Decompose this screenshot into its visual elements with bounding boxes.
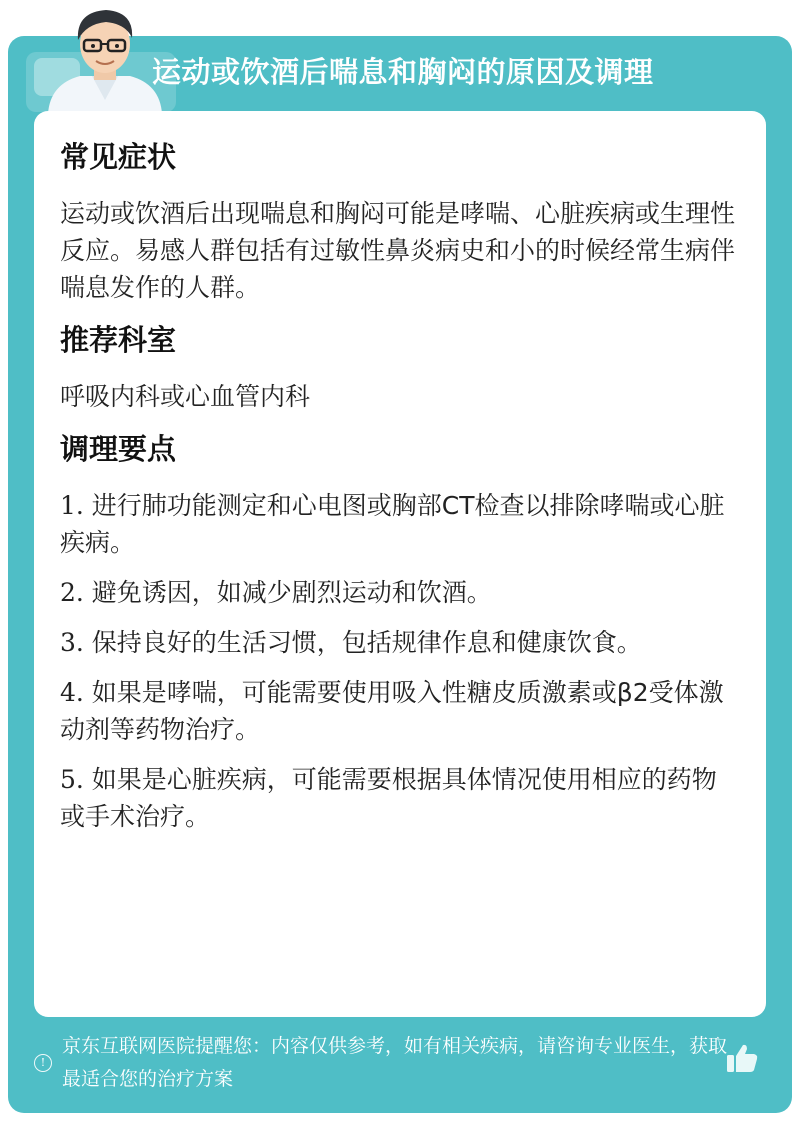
section-title-symptoms: 常见症状 (60, 140, 177, 174)
list-item: 1. 进行肺功能测定和心电图或胸部CT检查以排除哮喘或心脏疾病。 (60, 491, 725, 557)
list-item: 4. 如果是哮喘，可能需要使用吸入性糖皮质激素或β2受体激动剂等药物治疗。 (60, 678, 724, 744)
section-body-department: 呼吸内科或心血管内科 (60, 382, 311, 411)
section-title-care-points: 调理要点 (60, 432, 177, 466)
thumbs-up-icon[interactable] (724, 1040, 760, 1076)
page-title: 运动或饮酒后喘息和胸闷的原因及调理 (152, 55, 654, 89)
list-item: 2. 避免诱因，如减少剧烈运动和饮酒。 (60, 578, 492, 607)
info-icon: ! (34, 1054, 52, 1072)
section-title-department: 推荐科室 (60, 323, 177, 357)
doctor-avatar (40, 4, 170, 114)
disclaimer-footer (34, 1030, 734, 1096)
content-card (34, 111, 766, 1017)
disclaimer-text: 京东互联网医院提醒您：内容仅供参考，如有相关疾病，请咨询专业医生，获取最适合您的治疗方案 (62, 1035, 728, 1090)
list-item: 3. 保持良好的生活习惯，包括规律作息和健康饮食。 (60, 628, 642, 657)
list-item: 5. 如果是心脏疾病，可能需要根据具体情况使用相应的药物或手术治疗。 (60, 765, 717, 831)
section-body-symptoms: 运动或饮酒后出现喘息和胸闷可能是哮喘、心脏疾病或生理性反应。易感人群包括有过敏性鼻炎病史和小的时候经常生病伴喘息发作的人群。 (60, 199, 736, 302)
